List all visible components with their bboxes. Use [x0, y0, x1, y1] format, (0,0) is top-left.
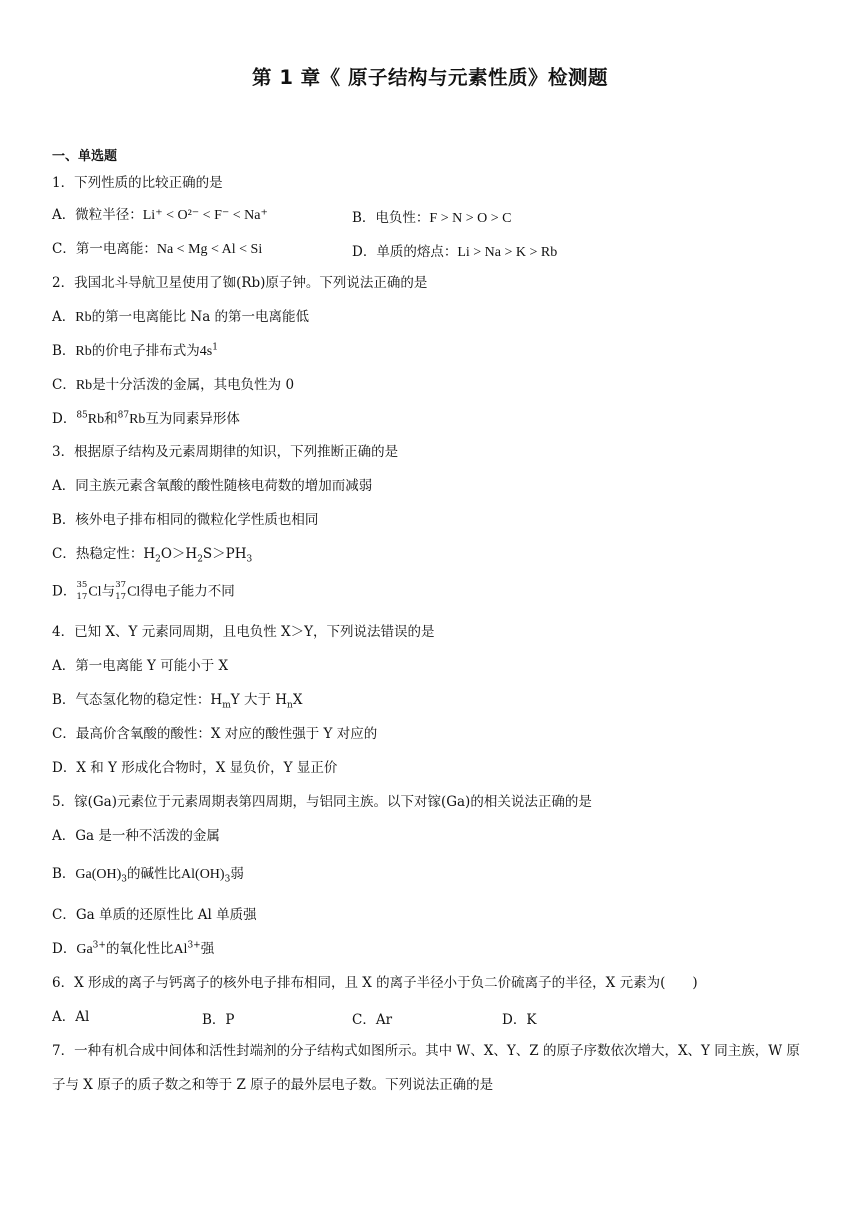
q3-option-d: D． 35 17 Cl与 37 17 Cl得电子能力不同 — [52, 580, 235, 602]
q1-option-b: B．电负性：F > N > O > C — [352, 210, 512, 226]
q4-option-b: B．气态氢化物的稳定性：$H_mY$ 大于 $H_nX$ — [52, 692, 303, 711]
q5-option-a: A．Ga 是一种不活泼的金属 — [52, 828, 220, 844]
q4-option-d: D．X 和 Y 形成化合物时，X 显负价，Y 显正价 — [52, 760, 338, 776]
q4-option-c: C．最高价含氧酸的酸性：X 对应的酸性强于 Y 对应的 — [52, 726, 378, 742]
q3-option-c: C．热稳定性：$H_2O>H_2S>PH_3$ — [52, 546, 253, 565]
q2-option-b: B．Rb的价电子排布式为$4s^1$ — [52, 342, 218, 359]
q5-option-c: C．Ga 单质的还原性比 Al 单质强 — [52, 907, 257, 923]
question-4-stem: 4．已知 X、Y 元素同周期，且电负性 X＞Y，下列说法错误的是 — [52, 624, 435, 640]
q4-option-a: A．第一电离能 Y 可能小于 X — [52, 658, 229, 674]
q5-option-d: D．$Ga^{3+}$的氧化性比$Al^{3+}$强 — [52, 940, 215, 957]
q3-option-b: B．核外电子排布相同的微粒化学性质也相同 — [52, 512, 319, 528]
q6-option-a: A．Al — [52, 1009, 90, 1025]
q2-option-d: D．$^{85}$Rb和$^{87}$Rb互为同素异形体 — [52, 410, 240, 427]
page-title: 第 1 章《 原子结构与元素性质》检测题 — [252, 66, 608, 89]
q5-option-b: B．$Ga(OH)_3$的碱性比$Al(OH)_3$弱 — [52, 866, 244, 885]
question-6-stem: 6．X 形成的离子与钙离子的核外电子排布相同，且 X 的离子半径小于负二价硫离子的半径，X 元素为( ) — [52, 975, 698, 991]
q2-option-c: C．Rb是十分活泼的金属，其电负性为 0 — [52, 377, 295, 393]
question-7-stem: 7．一种有机合成中间体和活性封端剂的分子结构式如图所示。其中 W、X、Y、Z 的原子序数依次增大，X、Y 同主族，W 原子与 X 原子的质子数之和等于 Z 原子的最外层电子数。下列说法正确的是 — [52, 1043, 800, 1093]
isotope-cl35: 35 17 — [76, 580, 88, 602]
q6-option-b: B．P — [202, 1012, 235, 1028]
question-3-stem: 3．根据原子结构及元素周期律的知识，下列推断正确的是 — [52, 444, 399, 460]
q1-option-d: D．单质的熔点：Li > Na > K > Rb — [352, 244, 558, 260]
question-5-stem: 5．镓(Ga)元素位于元素周期表第四周期，与铝同主族。以下对镓(Ga)的相关说法正确的是 — [52, 794, 592, 810]
q3-option-a: A．同主族元素含氧酸的酸性随核电荷数的增加而减弱 — [52, 478, 373, 494]
q6-option-d: D．K — [502, 1012, 537, 1028]
q6-option-c: C．Ar — [352, 1012, 393, 1028]
q1-option-c: C．第一电离能：Na < Mg < Al < Si — [52, 241, 263, 257]
q1-option-a: A．微粒半径：Li⁺ < O²⁻ < F⁻ < Na⁺ — [52, 207, 268, 223]
q2-option-a: A．Rb的第一电离能比 Na 的第一电离能低 — [52, 309, 310, 325]
question-1-stem: 1．下列性质的比较正确的是 — [52, 175, 223, 191]
question-2-stem: 2．我国北斗导航卫星使用了铷(Rb)原子钟。下列说法正确的是 — [52, 275, 428, 291]
isotope-cl37: 37 17 — [115, 580, 127, 602]
section-heading: 一、单选题 — [52, 149, 118, 164]
